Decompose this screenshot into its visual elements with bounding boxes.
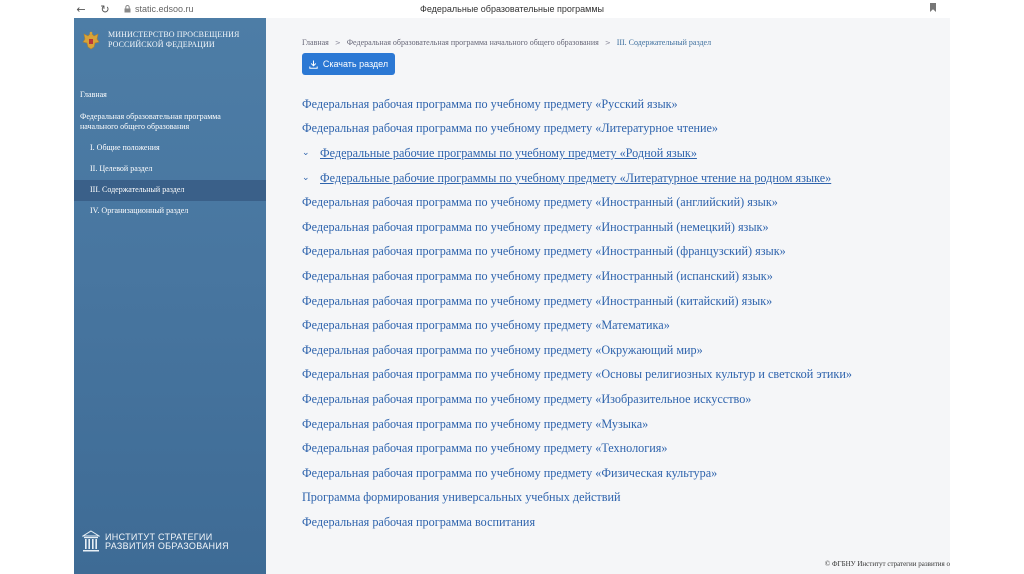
ministry-name: МИНИСТЕРСТВО ПРОСВЕЩЕНИЯ РОССИЙСКОЙ ФЕДЕРАЦИИ [108,30,240,49]
program-link-item[interactable] [302,92,942,117]
program-link-text[interactable]: Федеральная рабочая программа по учебному предмету «Музыка» [302,416,649,431]
address-bar[interactable]: static.edsoo.ru [135,4,194,14]
program-link-item[interactable] [302,486,942,511]
breadcrumb-home[interactable]: Главная [302,38,329,47]
sidebar-item-program[interactable]: Федеральная образовательная программа начального общего образования [80,112,221,131]
program-link-text[interactable]: Федеральная рабочая программа по учебному предмету «Иностранный (английский) язык» [302,195,778,210]
program-link-item[interactable] [302,215,942,240]
program-link-text[interactable]: Федеральные рабочие программы по учебному предмету «Родной язык» [320,145,697,160]
sidebar-item-organization[interactable]: IV. Организационный раздел [90,206,189,215]
program-link-item[interactable] [302,289,942,314]
eagle-emblem-icon [80,30,102,52]
institute-line-1: ИНСТИТУТ СТРАТЕГИИ [105,532,213,542]
program-link-text[interactable]: Федеральная рабочая программа по учебному предмету «Основы религиозных культур и светской этики» [302,367,852,382]
program-link-item[interactable] [302,190,942,215]
program-link-item[interactable] [302,313,942,338]
program-link-text[interactable]: Федеральная рабочая программа по учебному предмету «Изобразительное искусство» [302,391,752,406]
program-link-text[interactable]: Федеральная рабочая программа по учебному предмету «Иностранный (испанский) язык» [302,268,773,283]
program-link-text[interactable]: Федеральная рабочая программа по учебному предмету «Технология» [302,441,668,456]
program-link-text[interactable]: Федеральная рабочая программа по учебному предмету «Окружающий мир» [302,342,703,357]
sidebar-menu [74,90,266,222]
reload-icon[interactable]: ↻ [100,2,110,16]
program-link-item[interactable] [302,166,942,191]
lock-icon [124,5,131,13]
program-link-item[interactable] [302,412,942,437]
download-label: Скачать раздел [322,59,389,69]
institute-building-icon [82,530,100,554]
breadcrumb [302,38,711,47]
program-link-text[interactable]: Федеральная рабочая программа по учебному предмету «Литературное чтение» [302,121,719,136]
sidebar-item-target[interactable]: II. Целевой раздел [90,164,153,173]
footer-copyright: © ФГБНУ Институт стратегии развития о [824,560,950,568]
bookmark-icon[interactable] [930,3,936,12]
program-link-text[interactable]: Федеральная рабочая программа воспитания [302,514,536,529]
program-link-item[interactable] [302,461,942,486]
program-link-item[interactable] [302,338,942,363]
program-link-item[interactable] [302,510,942,535]
chevron-right-icon: > [334,38,341,47]
chevron-down-icon[interactable]: ⌄ [302,173,310,184]
institute-line-2: РАЗВИТИЯ ОБРАЗОВАНИЯ [105,541,229,551]
chevron-down-icon[interactable]: ⌄ [302,148,310,159]
program-link-text[interactable]: Федеральная рабочая программа по учебному предмету «Иностранный (китайский) язык» [302,293,773,308]
program-link-text[interactable]: Федеральная рабочая программа по учебному предмету «Русский язык» [302,96,678,111]
program-link-item[interactable] [302,240,942,265]
program-link-item[interactable] [302,387,942,412]
program-link-text[interactable]: Федеральная рабочая программа по учебному предмету «Математика» [302,318,670,333]
breadcrumb-current[interactable]: III. Содержательный раздел [616,38,712,47]
browser-toolbar [74,0,950,18]
program-link-text[interactable]: Федеральная рабочая программа по учебному предмету «Физическая культура» [302,465,718,480]
program-links-list [302,92,942,535]
back-arrow-icon[interactable]: ← [76,2,86,16]
program-link-text[interactable]: Федеральная рабочая программа по учебному предмету «Иностранный (французский) язык» [302,244,786,259]
institute-logo[interactable] [82,530,229,554]
program-link-item[interactable] [302,363,942,388]
program-link-text[interactable]: Федеральные рабочие программы по учебному предмету «Литературное чтение на родном языке» [320,170,832,185]
chevron-right-icon: > [604,38,611,47]
download-section-button[interactable] [302,53,395,75]
sidebar [74,18,266,574]
program-link-item[interactable] [302,141,942,166]
program-link-text[interactable]: Федеральная рабочая программа по учебному предмету «Иностранный (немецкий) язык» [302,219,769,234]
program-link-item[interactable] [302,117,942,142]
sidebar-item-general[interactable]: I. Общие положения [90,143,160,152]
main-content [266,18,950,574]
program-link-text[interactable]: Программа формирования универсальных учебных действий [302,490,621,505]
breadcrumb-program[interactable]: Федеральная образовательная программа начального общего образования [346,38,599,47]
ministry-brand[interactable] [80,30,273,52]
program-link-item[interactable] [302,436,942,461]
sidebar-item-home[interactable]: Главная [80,90,107,99]
sidebar-item-content[interactable]: III. Содержательный раздел [74,180,266,201]
download-icon [309,60,318,69]
page-title: Федеральные образовательные программы [419,4,605,14]
program-link-item[interactable] [302,264,942,289]
